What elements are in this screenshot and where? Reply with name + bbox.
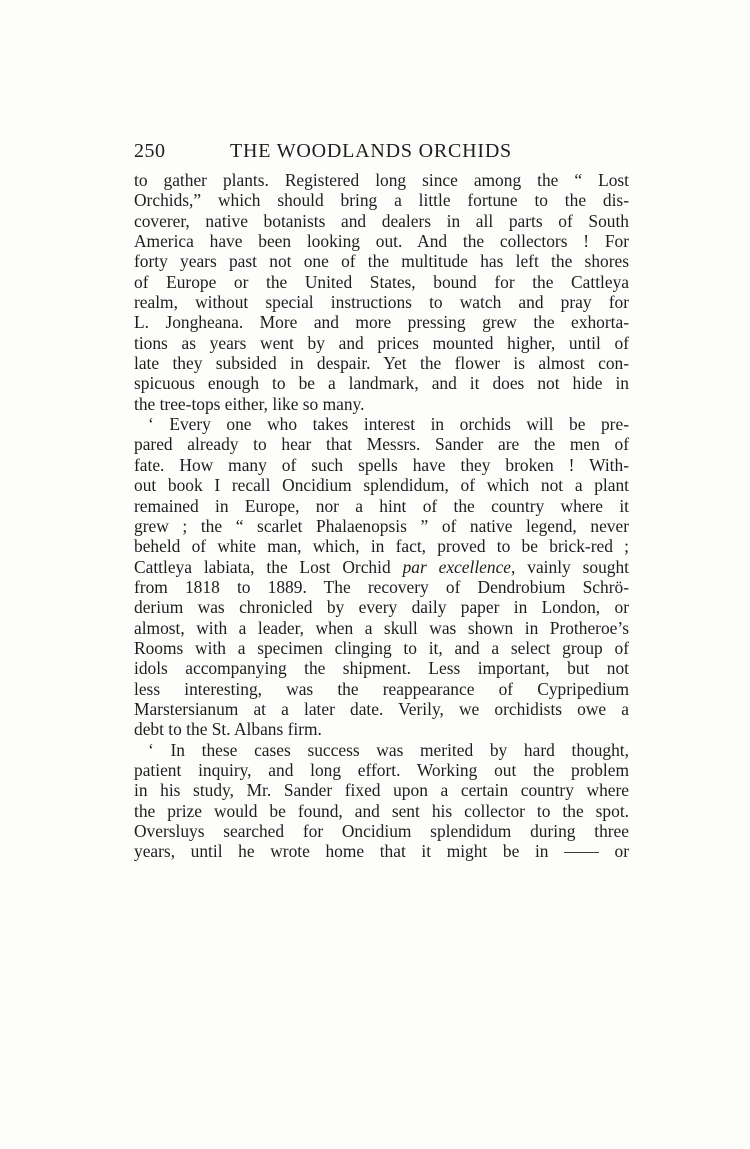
text-line: beheld of white man, which, in fact, proved to be brick-red ; — [134, 536, 629, 557]
running-title: THE WOODLANDS ORCHIDS — [230, 140, 512, 162]
body-text — [134, 170, 629, 862]
text-line: fate. How many of such spells have they broken ! With- — [134, 454, 629, 475]
text-line: out book I recall Oncidium splendidum, of which not a plant — [134, 475, 629, 496]
text-line: debt to the St. Albans firm. — [134, 719, 322, 740]
text-line: patient inquiry, and long effort. Working out the problem — [134, 759, 629, 780]
text-line: ‘ In these cases success was merited by hard thought, — [148, 739, 629, 760]
text-line: to gather plants. Registered long since among the “ Lost — [134, 170, 629, 190]
italic-phrase: par excellence — [402, 556, 512, 577]
text-line: idols accompanying the shipment. Less important, but not — [134, 658, 629, 679]
text-line: remained in Europe, nor a hint of the country where it — [134, 495, 629, 516]
text-line: years, until he wrote home that it might be in —— or — [134, 841, 629, 862]
text-line: the prize would be found, and sent his collector to the spot. — [134, 800, 629, 821]
text-line: Rooms with a specimen clinging to it, and a select group of — [134, 637, 629, 658]
paragraph — [134, 170, 629, 414]
text-line: pared already to hear that Messrs. Sander are the men of — [134, 434, 629, 455]
book-page — [134, 140, 629, 862]
text-line: the tree-tops either, like so many. — [134, 393, 365, 414]
text-line: America have been looking out. And the collectors ! For — [134, 231, 629, 252]
text-line: less interesting, was the reappearance of Cypripedium — [134, 678, 629, 699]
text-line: Orchids,” which should bring a little fortune to the dis- — [134, 190, 629, 211]
text-line: grew ; the “ scarlet Phalaenopsis ” of native legend, never — [134, 515, 629, 536]
text-line: Oversluys searched for Oncidium splendidum during three — [134, 821, 629, 841]
paragraph — [134, 414, 629, 740]
text-line: L. Jongheana. More and more pressing grew the exhorta- — [134, 312, 629, 333]
text-line: late they subsided in despair. Yet the flower is almost con- — [134, 353, 629, 374]
text-line: tions as years went by and prices mounted higher, until of — [134, 332, 629, 353]
text-line: derium was chronicled by every daily paper in London, or — [134, 597, 629, 618]
text-line: Marstersianum at a later date. Verily, we orchidists owe a — [134, 698, 629, 719]
text-line: realm, without special instructions to watch and pray for — [134, 292, 629, 313]
running-head — [134, 140, 629, 170]
page-number: 250 — [134, 140, 166, 162]
paragraph — [134, 740, 629, 862]
text-line: in his study, Mr. Sander fixed upon a certain country where — [134, 780, 629, 801]
text-line: from 1818 to 1889. The recovery of Dendrobium Schrö- — [134, 576, 629, 597]
text-line: Cattleya labiata, the Lost Orchid par excellence, vainly sought — [134, 556, 629, 577]
text-line: spicuous enough to be a landmark, and it does not hide in — [134, 373, 629, 394]
text-line: forty years past not one of the multitude has left the shores — [134, 251, 629, 272]
text-line: coverer, native botanists and dealers in all parts of South — [134, 210, 629, 231]
text-line: almost, with a leader, when a skull was shown in Protheroe’s — [134, 617, 629, 638]
text-line: of Europe or the United States, bound for the Cattleya — [134, 271, 629, 292]
text-line: ‘ Every one who takes interest in orchids will be pre- — [148, 414, 629, 435]
